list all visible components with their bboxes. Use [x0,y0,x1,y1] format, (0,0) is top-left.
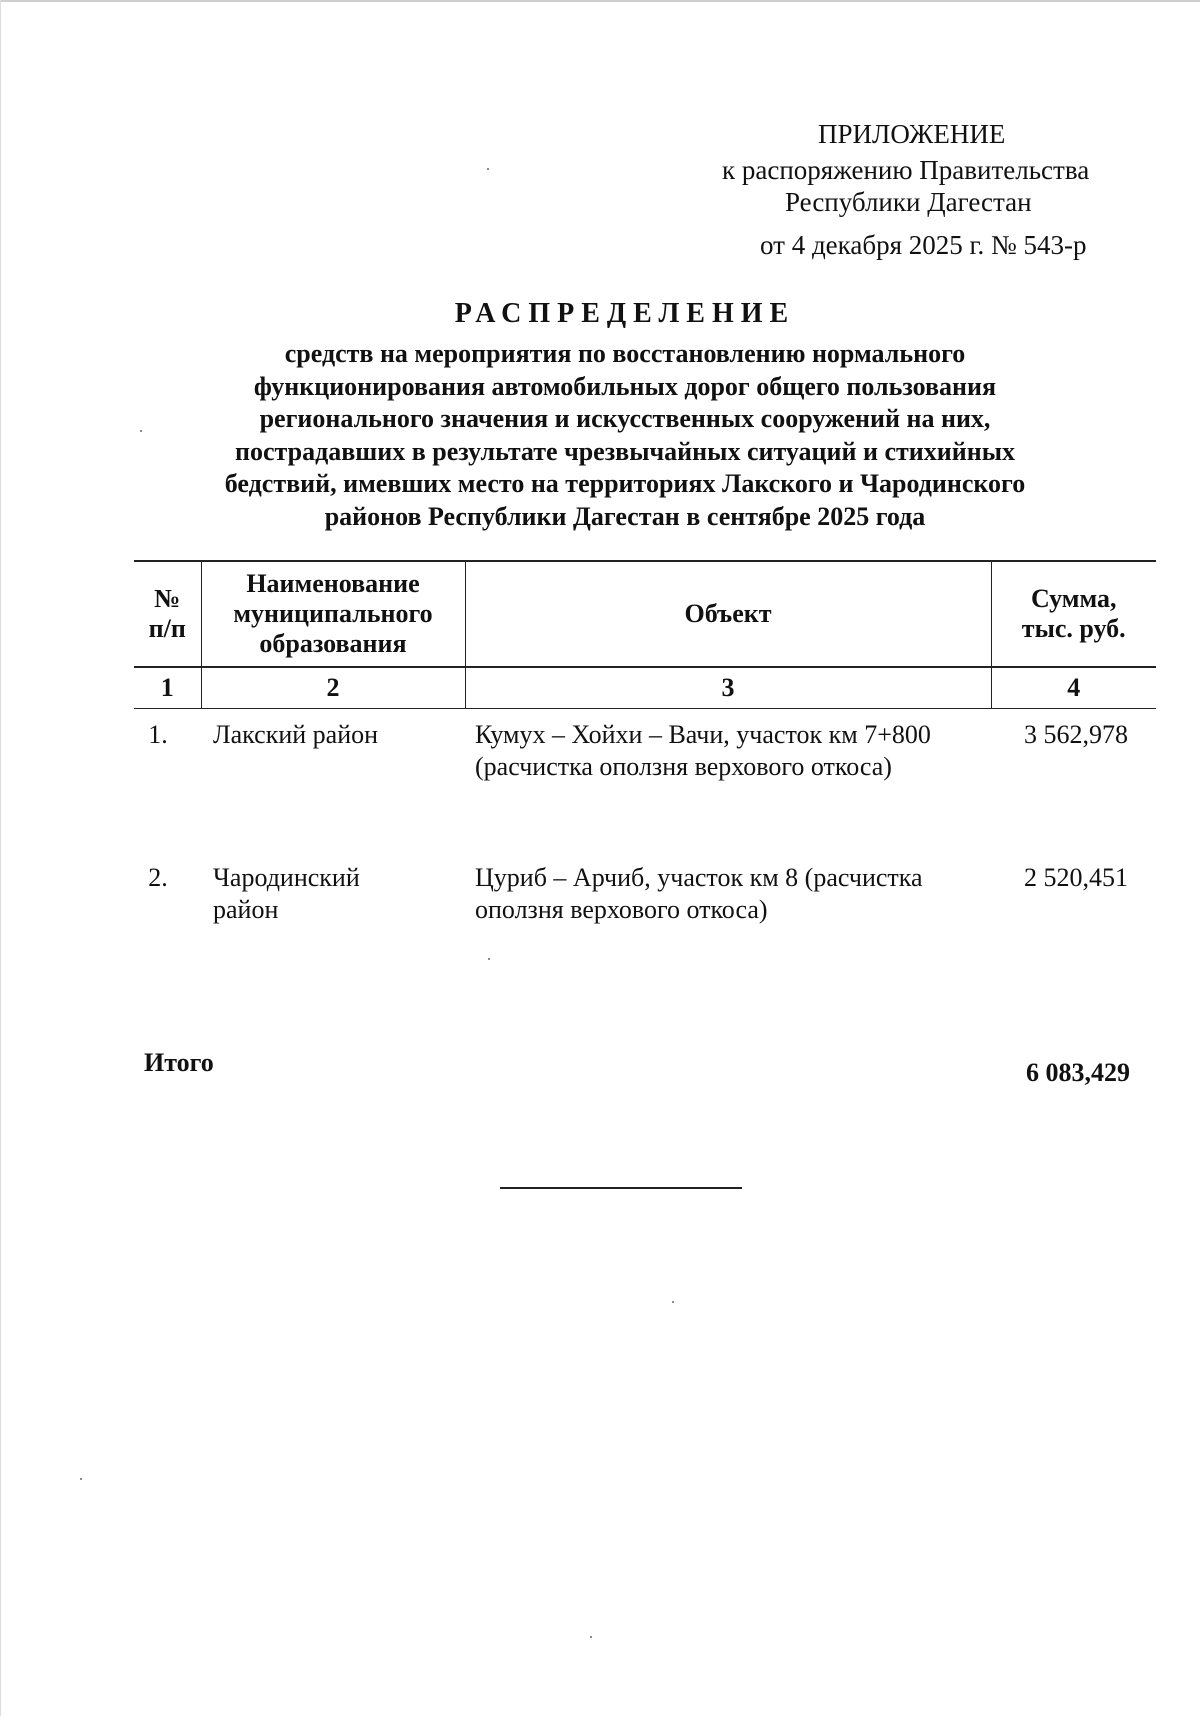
end-rule [500,1187,742,1189]
header-text: № [154,584,181,613]
appendix-line: Республики Дагестан [785,187,1032,217]
header-text: п/п [148,614,186,643]
row-municipality [201,709,465,853]
row-number: 2. [148,863,168,892]
column-number-row [134,667,1156,709]
appendix-date: от 4 декабря 2025 г. № 543-р [760,230,1087,260]
column-number: 1 [134,667,201,709]
header-text: Наименование [246,569,420,598]
row-number: 1. [148,720,168,749]
row-municipality [201,852,465,983]
subtitle-line: районов Республики Дагестан в сентябре 2025 года [324,501,926,531]
municipality-text: район [213,895,279,924]
subtitle-line: пострадавших в результате чрезвычайных ситуаций и стихийных [235,436,1015,466]
distribution-table [134,560,1156,983]
scan-speck [80,1478,82,1480]
scan-speck [590,1636,592,1638]
table-row [134,709,1156,853]
scan-speck [487,168,489,170]
row-object [465,852,991,983]
column-number: 3 [465,667,991,709]
table-row [134,852,1156,983]
subtitle-line: средств на мероприятия по восстановлению нормального [284,339,966,368]
document-title: РАСПРЕДЕЛЕНИЕ [454,298,796,329]
header-sum [991,561,1156,667]
table-header-row [134,561,1156,667]
subtitle-line: бедствий, имевших место на территориях Лакского и Чародинского [224,469,1026,498]
header-municipality [201,561,465,667]
header-text: образования [259,629,407,658]
appendix-title: ПРИЛОЖЕНИЕ [818,119,1006,149]
scan-edge [0,0,1,1716]
document-subtitle [150,338,1100,533]
total-label: Итого [144,1048,214,1077]
total-value: 6 083,429 [1026,1058,1130,1087]
municipality-text: Чародинский [213,863,360,892]
scan-speck [488,958,490,960]
scan-edge [0,0,1200,2]
municipality-text: Лакский район [213,720,379,749]
header-text: Сумма, [1030,584,1117,613]
appendix-line: к распоряжению Правительства [722,155,1090,185]
column-number: 2 [201,667,465,709]
column-number: 4 [991,667,1156,709]
header-object [465,561,991,667]
row-sum: 3 562,978 [1024,720,1128,749]
object-text: Кумух – Хойхи – Вачи, участок км 7+800 [475,720,931,749]
scan-speck [672,1301,674,1303]
subtitle-line: регионального значения и искусственных сооружений на них, [259,404,991,433]
object-text: Цуриб – Арчиб, участок км 8 (расчистка [475,863,923,892]
header-text: тыс. руб. [1021,614,1126,643]
header-text: муниципального [233,599,433,628]
scan-speck [140,430,142,432]
object-text: (расчистка оползня верхового откоса) [475,752,892,781]
row-object [465,709,991,853]
header-number [134,561,201,667]
subtitle-line: функционирования автомобильных дорог общего пользования [253,371,997,401]
header-text: Объект [684,599,772,628]
object-text: оползня верхового откоса) [475,895,768,924]
row-sum: 2 520,451 [1024,863,1128,892]
